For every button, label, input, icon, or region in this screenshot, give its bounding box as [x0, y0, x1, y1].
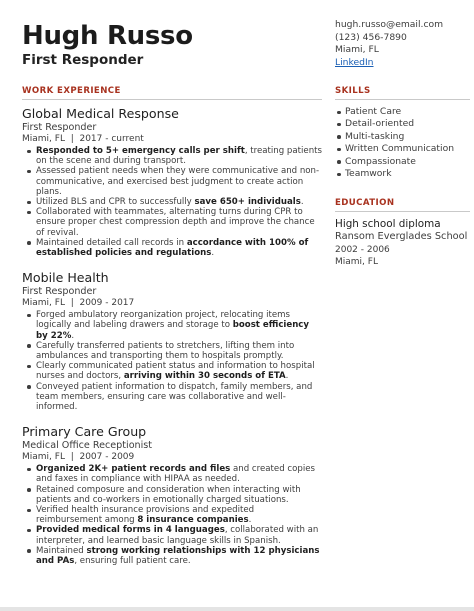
candidate-title: First Responder: [22, 52, 144, 68]
bullet-highlight: Provided medical forms in 4 languages: [36, 525, 225, 536]
bullet-text: Maintained detailed call records in: [36, 237, 187, 248]
skill-item: Detail-oriented: [345, 118, 470, 130]
contact-location: Miami, FL: [335, 44, 379, 56]
job-bullet: [36, 546, 322, 566]
bullet-text: Assessed patient needs when they were communicative and non-communicative, and exercised best judgment to create action plans.: [36, 166, 320, 197]
bullet-text: .: [285, 371, 289, 382]
job-meta: [22, 452, 322, 464]
job-dates: 2007 - 2009: [79, 452, 135, 463]
bullet-highlight: save 650+ individuals: [194, 197, 301, 208]
job-role: First Responder: [22, 286, 97, 298]
job-company: Mobile Health: [22, 270, 109, 286]
skill-item: Written Communication: [345, 143, 470, 155]
bullet-text: Carefully transferred patients to stretchers, lifting them into ambulances and transporting them to hospitals promptly.: [36, 340, 295, 362]
job-bullet: [36, 238, 322, 258]
contact-email[interactable]: hugh.russo@email.com: [335, 19, 444, 30]
education-heading: EDUCATION: [335, 198, 470, 212]
bullet-highlight: arriving within 30 seconds of ETA: [123, 371, 286, 382]
skills-heading: SKILLS: [335, 86, 470, 100]
skill-item: Compassionate: [345, 156, 470, 168]
bullet-text: Clearly communicated patient status and information to hospital nurses and doctors,: [36, 361, 315, 382]
job-bullet: [36, 525, 322, 545]
candidate-name: Hugh Russo: [22, 21, 193, 51]
bullet-text: Collaborated with teammates, alternating turns during CPR to ensure proper chest compression depth and improve the chance of revival.: [36, 207, 315, 238]
job-role: First Responder: [22, 122, 97, 133]
bullet-highlight: boost efficiency by 22%: [36, 320, 310, 341]
job-bullet: [36, 146, 322, 166]
job-bullet: [36, 341, 322, 361]
job-bullet: [36, 382, 322, 413]
job-company: Global Medical Response: [22, 106, 179, 121]
contact-phone: (123) 456-7890: [335, 31, 407, 43]
linkedin-link[interactable]: LinkedIn: [335, 56, 374, 68]
job-entry: [22, 270, 322, 412]
job-bullets: [22, 464, 322, 566]
bullet-text: , treating patients on the scene and during transport.: [36, 146, 322, 167]
main-column: [22, 86, 322, 578]
bullet-highlight: Responded to 5+ emergency calls per shift: [36, 146, 245, 156]
bullet-highlight: strong working relationships with 12 physicians and PAs: [36, 545, 320, 567]
side-column: [335, 86, 470, 268]
skills-list: [335, 106, 470, 180]
bullet-text: Retained composure and consideration when interacting with patients and co-workers in emotionally charged situations.: [36, 484, 301, 505]
job-separator: |: [70, 134, 74, 145]
bullet-text: .: [248, 515, 252, 526]
education-school: Ransom Everglades School: [335, 231, 468, 243]
skill-item: Patient Care: [345, 106, 470, 118]
bullet-text: and created copies and faxes in compliance with HIPAA as needed.: [36, 464, 315, 485]
education-location: Miami, FL: [335, 256, 378, 267]
bullet-text: Maintained: [36, 545, 87, 556]
bullet-text: Verified health insurance provisions and expedited reimbursement among: [36, 505, 255, 526]
job-bullet: [36, 207, 322, 238]
skill-item: Multi-tasking: [345, 131, 470, 143]
job-entry: [22, 424, 322, 566]
bullet-text: .: [71, 330, 75, 341]
bullet-text: .: [211, 248, 215, 259]
job-bullet: [36, 310, 322, 341]
job-bullet: [36, 505, 322, 525]
job-bullet: [36, 361, 322, 381]
job-dates: 2017 - current: [79, 134, 144, 145]
education-degree: High school diploma: [335, 218, 441, 231]
page-bottom-border: [0, 607, 474, 611]
job-separator: |: [70, 298, 74, 309]
bullet-highlight: accordance with 100% of established policies and regulations: [36, 237, 309, 259]
jobs-list: [22, 106, 322, 566]
bullet-highlight: Organized 2K+ patient records and files: [36, 464, 231, 475]
skill-item: Teamwork: [345, 168, 470, 180]
job-bullets: [22, 146, 322, 258]
job-bullet: [36, 166, 322, 197]
job-separator: |: [70, 452, 74, 463]
work-experience-heading: WORK EXPERIENCE: [22, 86, 322, 100]
education-entry: [335, 218, 470, 267]
job-bullet: [36, 197, 322, 207]
contact-block: [335, 19, 470, 69]
job-meta: [22, 134, 322, 146]
job-entry: [22, 106, 322, 258]
bullet-text: Conveyed patient information to dispatch, family members, and team members, ensuring care was collaborative and well-informed.: [36, 381, 313, 413]
job-company: Primary Care Group: [22, 424, 147, 440]
job-bullets: [22, 310, 322, 412]
job-role: Medical Office Receptionist: [22, 440, 153, 452]
bullet-text: .: [300, 197, 304, 208]
job-bullet: [36, 485, 322, 505]
bullet-text: Forged ambulatory reorganization project, relocating items logically and labeling drawers and storage to: [36, 310, 291, 331]
education-dates: 2002 - 2006: [335, 244, 390, 255]
bullet-text: , collaborated with an interpreter, and learned basic language skills in Spanish.: [36, 525, 319, 546]
bullet-text: Utilized BLS and CPR to successfully: [36, 197, 195, 208]
job-location: Miami, FL: [22, 134, 65, 145]
job-bullet: [36, 464, 322, 484]
job-dates: 2009 - 2017: [79, 298, 135, 309]
job-location: Miami, FL: [22, 298, 65, 309]
bullet-text: , ensuring full patient care.: [74, 556, 191, 567]
bullet-highlight: 8 insurance companies: [137, 515, 249, 526]
job-location: Miami, FL: [22, 452, 65, 463]
job-meta: [22, 298, 322, 310]
